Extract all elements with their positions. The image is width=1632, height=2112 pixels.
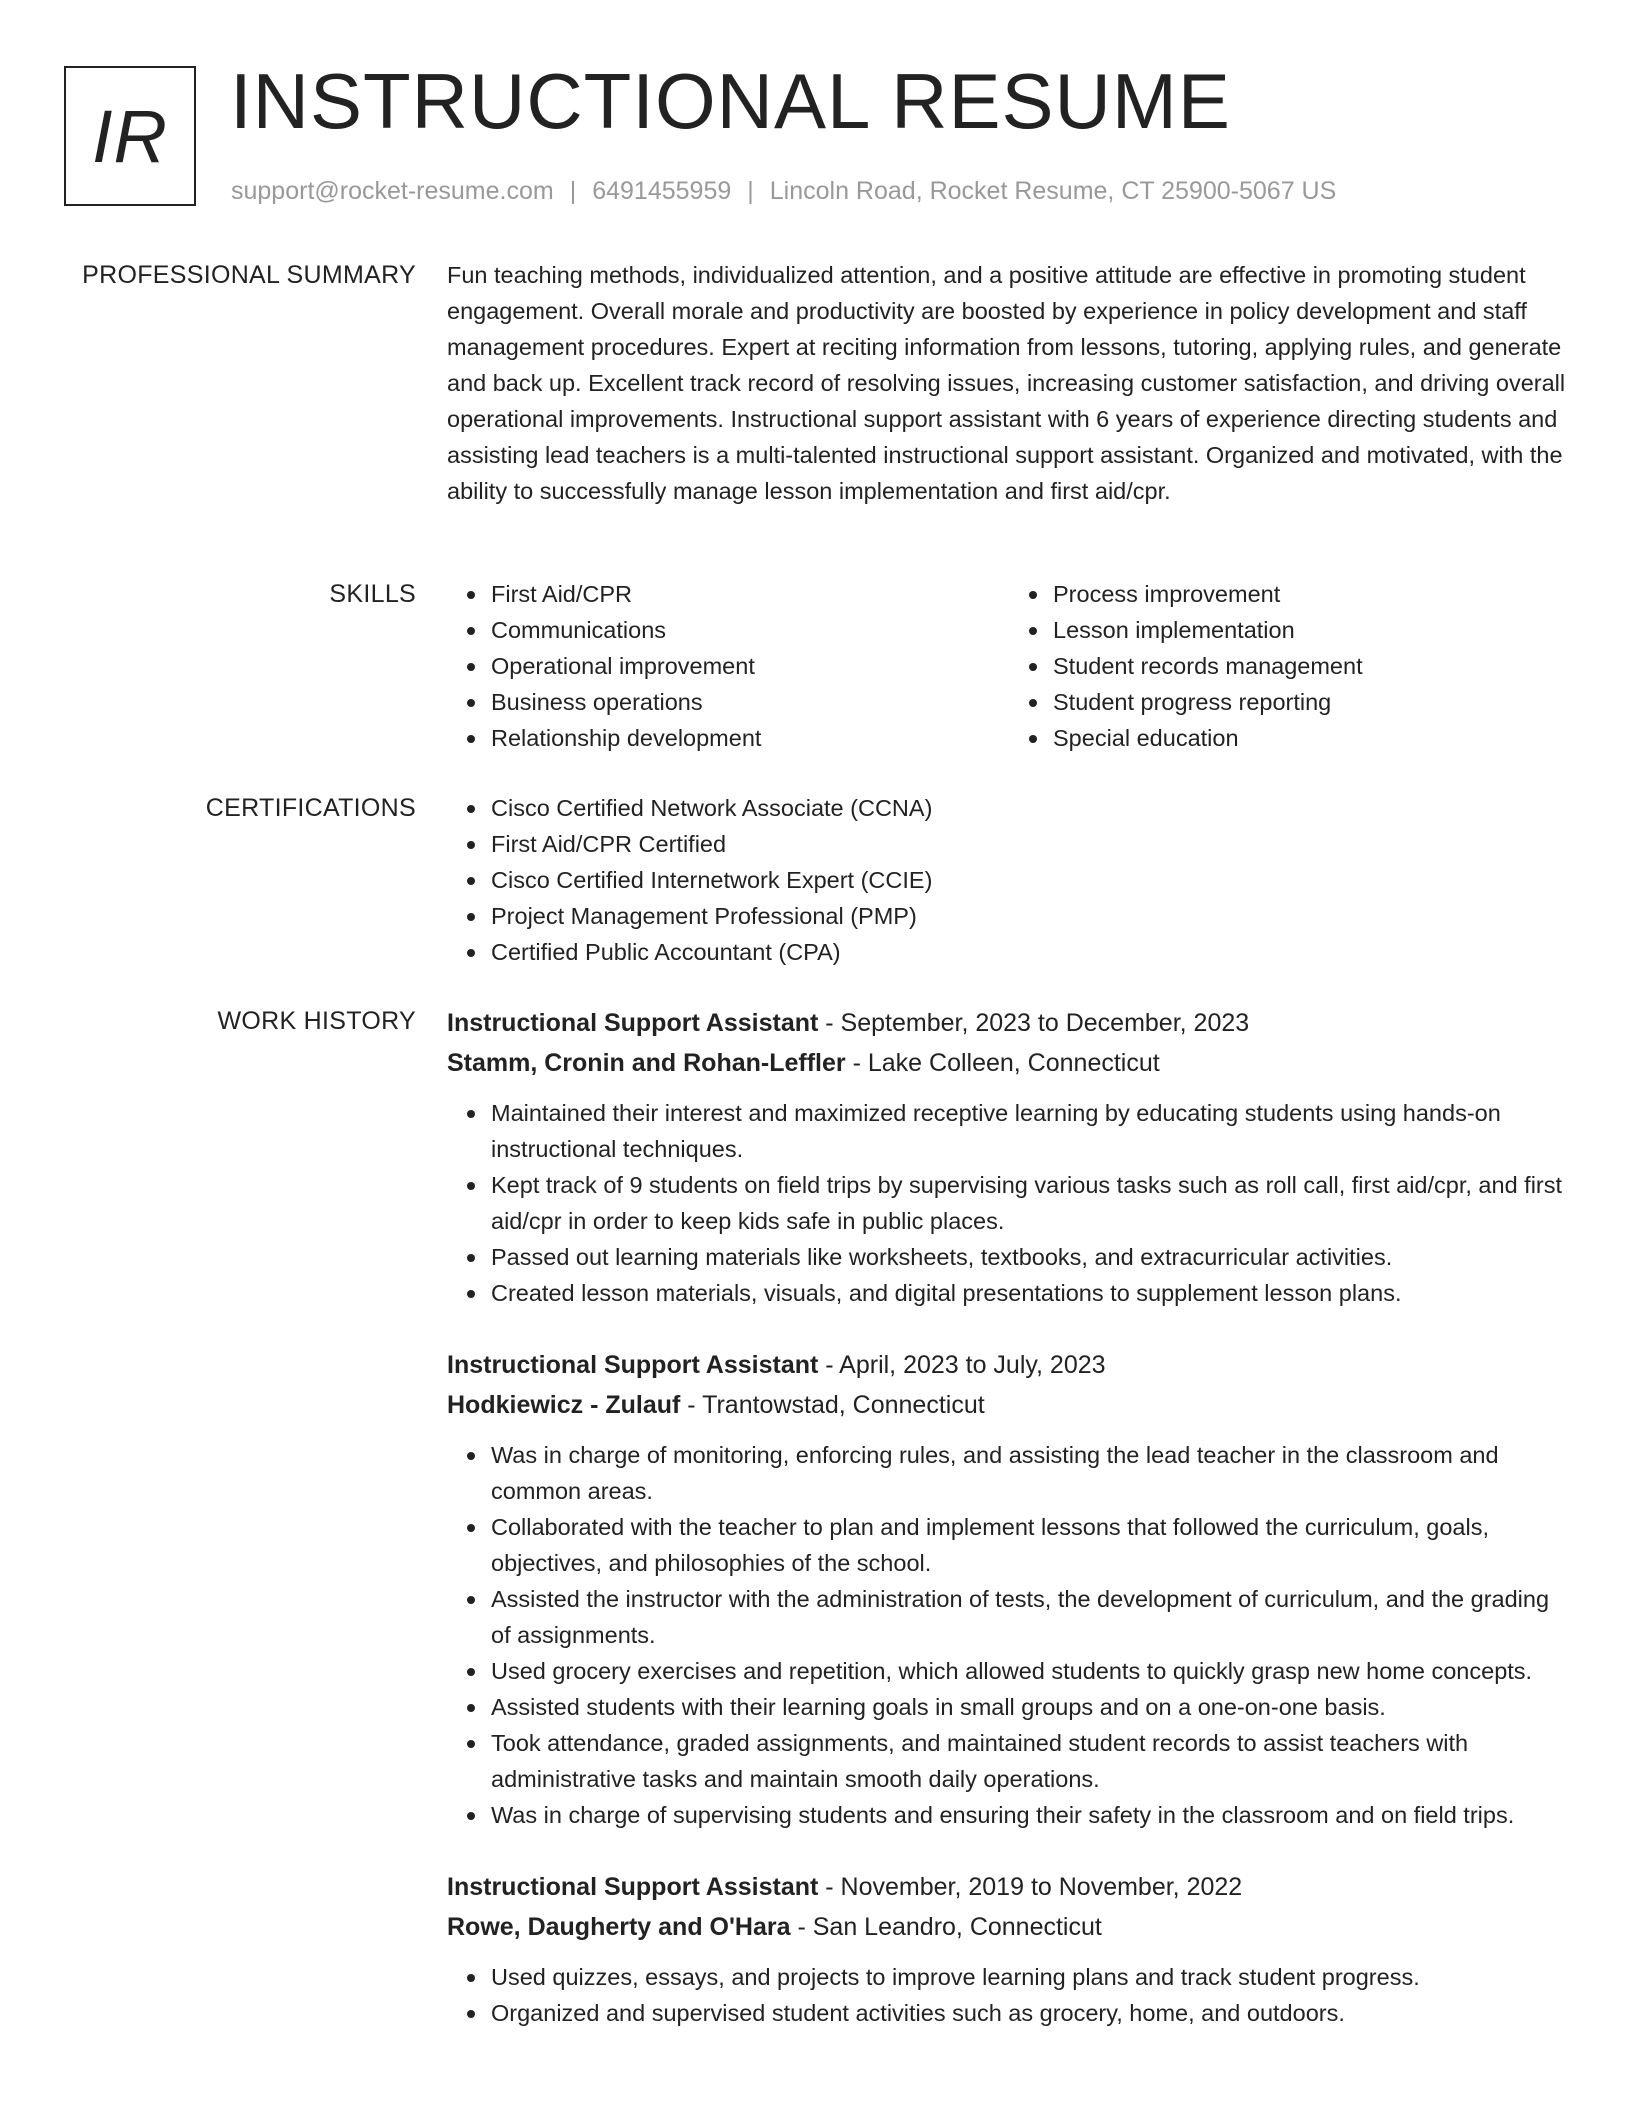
work-history-body	[447, 1003, 1571, 2065]
summary-text: Fun teaching methods, individualized attention, and a positive attitude are effective in promoting student engagement. Overall morale and productivity are boosted by experience in policy development and staff management procedures. Expert at reciting information from lessons, tutoring, applying rules, and generate and back up. Excellent track record of resolving issues, increasing customer satisfaction, and driving overall operational improvements. Instructional support assistant with 6 years of experience directing students and assisting lead teachers is a multi-talented instructional support assistant. Organized and motivated, with the ability to successfully manage lesson implementation and first aid/cpr.	[447, 262, 1566, 504]
skill-item: Operational improvement	[491, 648, 1009, 684]
job-company: Rowe, Daugherty and O'Hara	[447, 1913, 791, 1941]
certification-item: Cisco Certified Internetwork Expert (CCIE)	[491, 862, 1571, 898]
certification-item: Project Management Professional (PMP)	[491, 898, 1571, 934]
job-company-line	[447, 1385, 1571, 1425]
skill-item: Student progress reporting	[1053, 684, 1571, 720]
job-duty-item: Was in charge of monitoring, enforcing rules, and assisting the lead teacher in the classroom and common areas.	[491, 1437, 1571, 1509]
certifications-body	[447, 790, 1571, 970]
job-company: Stamm, Cronin and Rohan-Leffler	[447, 1049, 846, 1077]
job-location: - Trantowstad, Connecticut	[680, 1391, 985, 1419]
job-location: - San Leandro, Connecticut	[790, 1913, 1102, 1941]
skill-item: Process improvement	[1053, 576, 1571, 612]
job-duty-item: Collaborated with the teacher to plan and implement lessons that followed the curriculum, goals, objectives, and philosophies of the school.	[491, 1509, 1571, 1581]
certification-item: Cisco Certified Network Associate (CCNA)	[491, 790, 1571, 826]
job-duties-list	[447, 1959, 1571, 2031]
job-title: Instructional Support Assistant	[447, 1873, 819, 1901]
job-duties-list	[447, 1095, 1571, 1311]
contact-address: Lincoln Road, Rocket Resume, CT 25900-5067 US	[769, 177, 1337, 205]
summary-body	[447, 257, 1571, 509]
job-duty-item: Assisted students with their learning goals in small groups and on a one-on-one basis.	[491, 1689, 1571, 1725]
section-label-work-history: WORK HISTORY	[217, 1007, 416, 1035]
section-label-certifications: CERTIFICATIONS	[205, 794, 416, 822]
job-entry	[447, 1345, 1571, 1833]
skill-item: First Aid/CPR	[491, 576, 1009, 612]
job-company-line	[447, 1907, 1571, 1947]
contact-email[interactable]: support@rocket-resume.com	[231, 177, 554, 205]
section-label-summary: PROFESSIONAL SUMMARY	[82, 261, 416, 289]
job-duty-item: Was in charge of supervising students and ensuring their safety in the classroom and on field trips.	[491, 1797, 1571, 1833]
monogram-logo: IR	[64, 66, 196, 206]
job-duty-item: Used grocery exercises and repetition, which allowed students to quickly grasp new home concepts.	[491, 1653, 1571, 1689]
contact-separator: |	[747, 177, 754, 205]
contact-phone[interactable]: 6491455959	[592, 177, 732, 205]
certifications-list	[447, 790, 1571, 970]
job-duties-list	[447, 1437, 1571, 1833]
job-duty-item: Took attendance, graded assignments, and maintained student records to assist teachers with administrative tasks and maintain smooth daily operations.	[491, 1725, 1571, 1797]
job-duty-item: Created lesson materials, visuals, and digital presentations to supplement lesson plans.	[491, 1275, 1571, 1311]
skill-item: Communications	[491, 612, 1009, 648]
skill-item: Lesson implementation	[1053, 612, 1571, 648]
skill-item: Relationship development	[491, 720, 1009, 756]
job-duty-item: Assisted the instructor with the administration of tests, the development of curriculum, and the grading of assignments.	[491, 1581, 1571, 1653]
job-title-line	[447, 1345, 1571, 1385]
job-entry	[447, 1003, 1571, 1311]
job-duty-item: Organized and supervised student activities such as grocery, home, and outdoors.	[491, 1995, 1571, 2031]
skills-list-right	[1009, 576, 1571, 756]
contact-line	[231, 175, 1336, 207]
job-dates: - April, 2023 to July, 2023	[818, 1351, 1106, 1379]
contact-separator: |	[569, 177, 577, 205]
skill-item: Student records management	[1053, 648, 1571, 684]
job-title: Instructional Support Assistant	[447, 1351, 819, 1379]
job-company: Hodkiewicz - Zulauf	[447, 1391, 681, 1419]
resume-title: INSTRUCTIONAL RESUME	[230, 57, 1231, 145]
job-duty-item: Passed out learning materials like worksheets, textbooks, and extracurricular activities.	[491, 1239, 1571, 1275]
job-title-line	[447, 1867, 1571, 1907]
skills-body	[447, 576, 1571, 756]
section-label-skills: SKILLS	[329, 580, 416, 608]
job-entry	[447, 1867, 1571, 2031]
job-duty-item: Used quizzes, essays, and projects to improve learning plans and track student progress.	[491, 1959, 1571, 1995]
certification-item: First Aid/CPR Certified	[491, 826, 1571, 862]
job-title: Instructional Support Assistant	[447, 1009, 819, 1037]
job-duty-item: Kept track of 9 students on field trips by supervising various tasks such as roll call, first aid/cpr, and first aid/cpr in order to keep kids safe in public places.	[491, 1167, 1571, 1239]
job-dates: - September, 2023 to December, 2023	[818, 1009, 1250, 1037]
certification-item: Certified Public Accountant (CPA)	[491, 934, 1571, 970]
job-location: - Lake Colleen, Connecticut	[845, 1049, 1160, 1077]
skill-item: Special education	[1053, 720, 1571, 756]
skills-list-left	[447, 576, 1009, 756]
skill-item: Business operations	[491, 684, 1009, 720]
job-dates: - November, 2019 to November, 2022	[818, 1873, 1243, 1901]
job-duty-item: Maintained their interest and maximized receptive learning by educating students using hands-on instructional techniques.	[491, 1095, 1571, 1167]
job-company-line	[447, 1043, 1571, 1083]
job-title-line	[447, 1003, 1571, 1043]
